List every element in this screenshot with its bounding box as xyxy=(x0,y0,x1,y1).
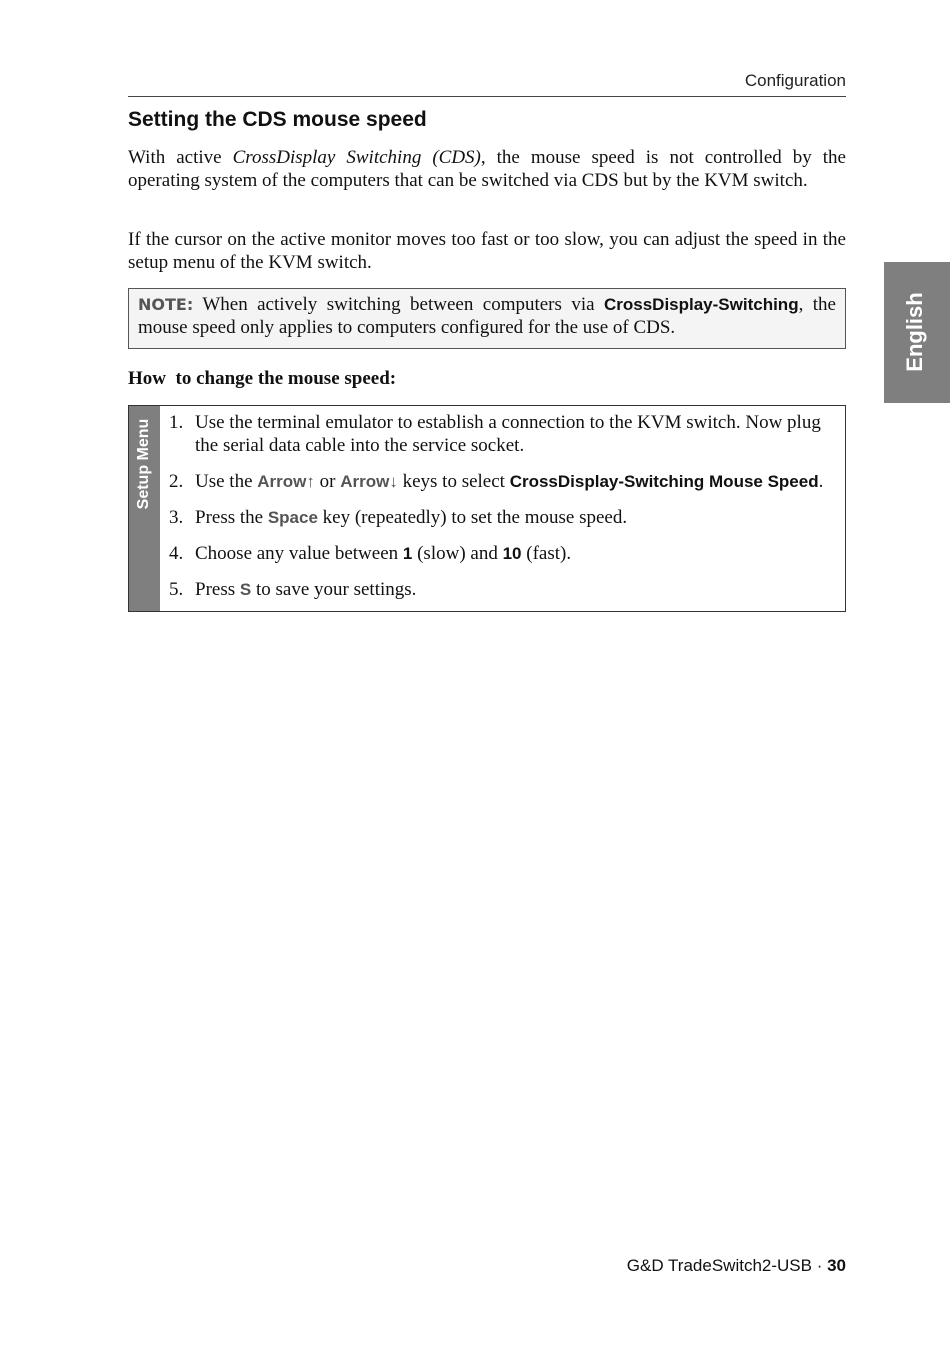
step-text: (fast). xyxy=(521,543,572,564)
step-item xyxy=(169,470,829,493)
step-text: keys to select xyxy=(397,471,510,492)
language-tab-label: English xyxy=(902,292,927,372)
how-to-heading: How to change the mouse speed: xyxy=(128,368,397,389)
step-item xyxy=(169,411,829,457)
step-number: 3. xyxy=(169,507,184,528)
steps-side-bar xyxy=(129,406,160,611)
step-item xyxy=(169,578,829,601)
header-rule xyxy=(128,96,846,97)
header-section-label: Configuration xyxy=(744,71,846,90)
steps-box xyxy=(128,405,846,612)
step-number: 5. xyxy=(169,579,184,600)
step-text: Use the xyxy=(195,471,258,492)
steps-list xyxy=(169,411,829,614)
step-text: . xyxy=(818,471,824,492)
arrow-down-key: Arrow↓ xyxy=(340,472,398,491)
save-key: S xyxy=(239,580,252,599)
step-text: Press xyxy=(195,579,240,600)
step-number: 2. xyxy=(169,471,184,492)
step-number: 4. xyxy=(169,543,184,564)
step-item xyxy=(169,506,829,529)
intro-paragraph xyxy=(128,146,846,192)
step-number: 1. xyxy=(169,412,184,433)
note-box xyxy=(128,288,846,349)
note-term: CrossDisplay-Switching xyxy=(603,295,799,314)
max-speed-value: 10 xyxy=(502,544,522,563)
step-text: or xyxy=(314,471,341,492)
step-text: Use the terminal emulator to establish a connection to the KVM switch. Now plug the serial data cable into the service socket. xyxy=(195,412,821,456)
language-thumb-tab xyxy=(884,262,950,403)
intro-text-start: With active xyxy=(128,147,233,168)
note-text-start: When actively switching between computers via xyxy=(193,294,604,315)
page-footer xyxy=(627,1256,846,1276)
note-text-end: , the mouse speed only applies to computers configured for the use of CDS. xyxy=(138,294,836,338)
space-key: Space xyxy=(267,508,318,527)
step-text: key (repeatedly) to set the mouse speed. xyxy=(317,507,628,528)
step-text: to save your settings. xyxy=(251,579,417,600)
min-speed-value: 1 xyxy=(402,544,413,563)
step-text: Press the xyxy=(195,507,268,528)
step-text: (slow) and xyxy=(412,543,503,564)
step-item xyxy=(169,542,829,565)
note-label: NOTE: xyxy=(138,295,194,314)
section-title: Setting the CDS mouse speed xyxy=(128,108,427,131)
arrow-up-key: Arrow↑ xyxy=(257,472,315,491)
cds-term: CrossDisplay Switching (CDS) xyxy=(232,147,481,168)
menu-item-term: CrossDisplay-Switching Mouse Speed xyxy=(509,472,819,491)
page-number: 30 xyxy=(827,1256,846,1275)
adjust-paragraph: If the cursor on the active monitor moves too fast or too slow, you can adjust the speed in the setup menu of the KVM switch. xyxy=(128,229,846,273)
footer-product: G&D TradeSwitch2-USB · xyxy=(626,1256,828,1275)
step-text: Choose any value between xyxy=(195,543,403,564)
intro-text-end: , the mouse speed is not controlled by the operating system of the computers that can be switched via CDS but by the KVM switch. xyxy=(128,147,846,191)
steps-side-label: Setup Menu xyxy=(135,418,152,510)
